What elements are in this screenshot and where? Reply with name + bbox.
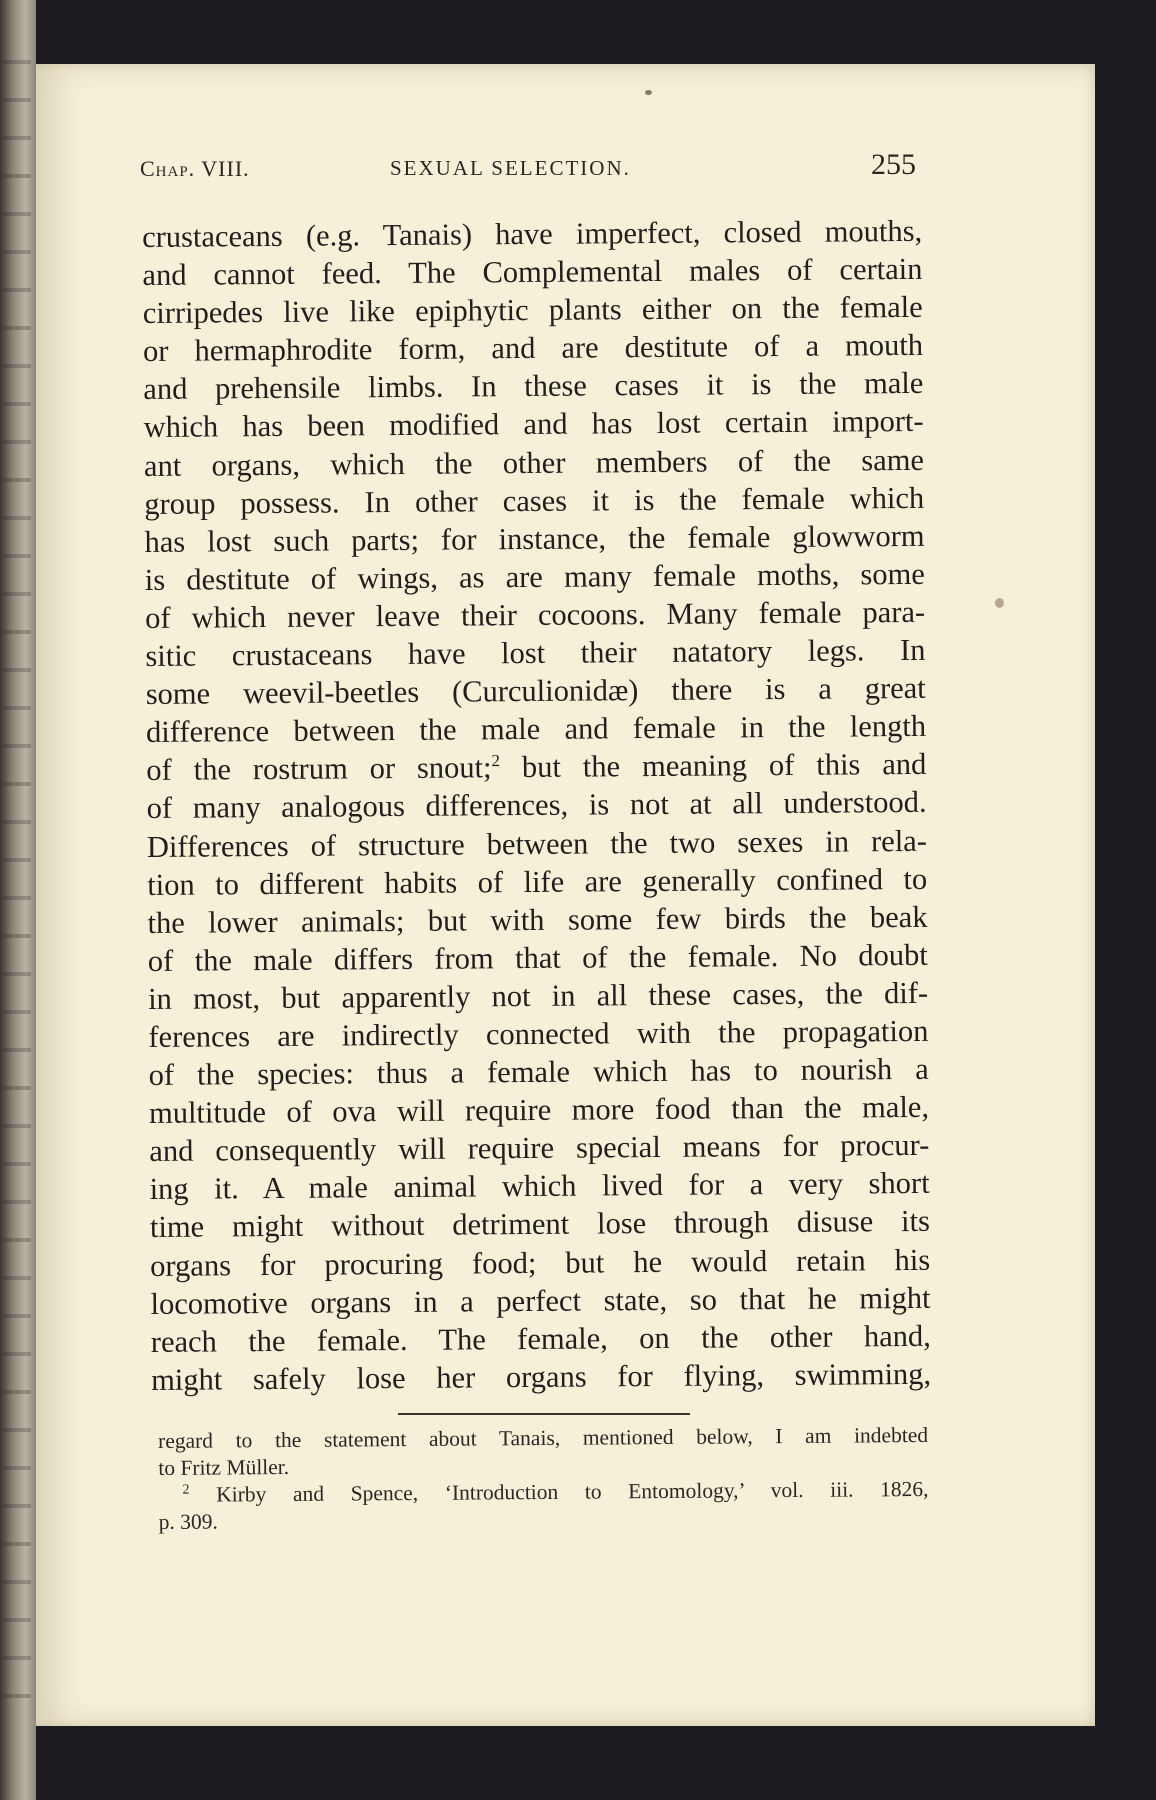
adjacent-page-text-shadow [3, 60, 31, 1710]
text-line: of many analogous differences, is not at all understood. [146, 785, 927, 826]
text-line: and cannot feed. The Complemental males of certain [142, 251, 923, 293]
text-line: has lost such parts; for instance, the female glowworm [144, 518, 925, 559]
text-line: some weevil-beetles (Curculionidæ) there is a great [145, 670, 926, 712]
text-line: ferences are indirectly connected with the propagation [148, 1013, 929, 1054]
text-line-with-footnote-ref: of the rostrum or snout;$^2$ but the meaning of this and [146, 747, 927, 788]
text-line: of the male differs from that of the female. No doubt [147, 937, 928, 978]
text-line: or hermaphrodite form, and are destitute of a mouth [142, 328, 924, 369]
footnote-line: p. 309. [158, 1509, 218, 1534]
text-line: locomotive organs in a perfect state, so that he might [150, 1280, 931, 1321]
text-line: time might without detriment lose through disuse its [149, 1204, 931, 1245]
body-text [142, 212, 931, 1399]
text-line: in most, but apparently not in all these cases, the dif- [147, 975, 929, 1016]
text-line: crustaceans (e.g. Tanais) have imperfect, closed mouths, [142, 213, 923, 254]
text-line: ing it. A male animal which lived for a very short [149, 1166, 930, 1207]
text-line: cirripedes live like epiphytic plants either on the female [142, 290, 923, 331]
footnote-divider [398, 1413, 690, 1415]
text-line: difference between the male and female in the length [145, 709, 927, 750]
text-line: of which never leave their cocoons. Many female para- [145, 594, 926, 635]
text-line: organs for procuring food; but he would retain his [150, 1242, 931, 1283]
text-line: of the species: thus a female which has to nourish a [148, 1051, 929, 1093]
text-line: which has been modified and has lost certain import- [143, 404, 924, 445]
text-line: Differences of structure between the two sexes in rela- [146, 823, 928, 864]
page-number: 255 [871, 148, 916, 181]
page-speck [645, 90, 652, 95]
adjacent-page-edge [0, 0, 36, 1800]
text-line: tion to different habits of life are generally confined to [147, 861, 928, 902]
footnotes [158, 1422, 929, 1536]
text-line: reach the female. The female, on the other hand, [150, 1318, 931, 1359]
footnote-marker: 2 [182, 1482, 190, 1498]
text-line: ant organs, which the other members of the same [143, 442, 925, 483]
chapter-label: Chap. VIII. [140, 156, 250, 181]
page-speck [995, 598, 1004, 608]
text-line: multitude of ova will require more food than the male, [148, 1090, 930, 1131]
running-header [140, 148, 920, 188]
running-title: SEXUAL SELECTION. [390, 156, 631, 180]
text-line: and prehensile limbs. In these cases it is the male [143, 366, 924, 407]
text-line: might safely lose her organs for flying, swimming, [150, 1356, 932, 1397]
footnote-line: $^2$ Kirby and Spence, ‘Introduction to Entomology,’ vol. iii. 1826, [182, 1476, 929, 1507]
footnote-reference: 2 [491, 751, 501, 771]
text-line: is destitute of wings, as are many female moths, some [144, 556, 925, 597]
footnote-line: regard to the statement about Tanais, mentioned below, I am indebted [158, 1422, 929, 1453]
text-line: sitic crustaceans have lost their natatory legs. In [145, 632, 926, 674]
text-line: the lower animals; but with some few birds the beak [147, 899, 928, 940]
footnote-line: to Fritz Müller. [158, 1454, 290, 1480]
text-line: group possess. In other cases it is the female which [144, 480, 925, 521]
text-line: and consequently will require special means for procur- [149, 1128, 930, 1169]
